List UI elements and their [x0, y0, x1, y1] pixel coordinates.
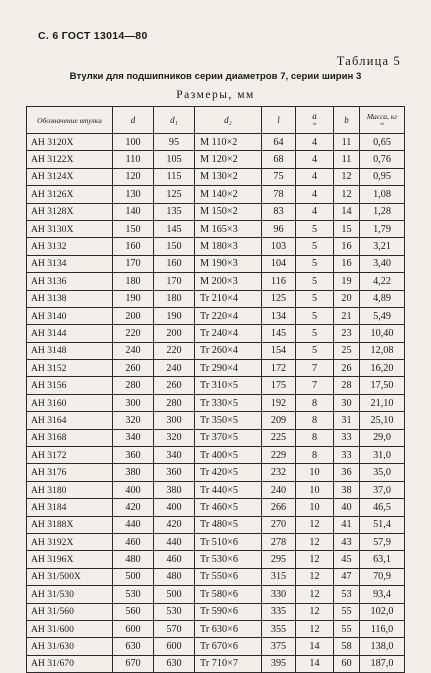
cell-b: 47 [334, 568, 360, 585]
cell-a: 8 [296, 394, 334, 411]
cell-d2: Tr 710×7 [195, 655, 262, 672]
cell-d1: 280 [154, 394, 195, 411]
cell-d2: Tr 420×5 [195, 464, 262, 481]
cell-d: 670 [113, 655, 154, 672]
cell-b: 21 [334, 307, 360, 324]
cell-mass: 102,0 [360, 603, 405, 620]
cell-mass: 10,40 [360, 325, 405, 342]
table-row [27, 394, 405, 411]
cell-d2: Tr 400×5 [195, 447, 262, 464]
cell-mass: 17,50 [360, 377, 405, 394]
cell-designation: АН 3148 [27, 342, 113, 359]
table-row [27, 481, 405, 498]
cell-mass: 1,79 [360, 220, 405, 237]
cell-designation: АН 3130Х [27, 220, 113, 237]
cell-d2: Tr 290×4 [195, 360, 262, 377]
cell-d: 190 [113, 290, 154, 307]
col-header-mass-label: Масса, кг [366, 112, 398, 121]
cell-d1: 420 [154, 516, 195, 533]
cell-mass: 57,9 [360, 533, 405, 550]
cell-l: 116 [262, 273, 296, 290]
cell-d: 360 [113, 447, 154, 464]
cell-b: 40 [334, 499, 360, 516]
cell-mass: 70,9 [360, 568, 405, 585]
cell-b: 15 [334, 220, 360, 237]
cell-d: 280 [113, 377, 154, 394]
cell-l: 134 [262, 307, 296, 324]
cell-l: 68 [262, 151, 296, 168]
cell-d1: 600 [154, 638, 195, 655]
cell-b: 11 [334, 134, 360, 151]
table-label: Таблица 5 [336, 54, 401, 68]
cell-designation: АН 31/500Х [27, 568, 113, 585]
cell-mass: 37,0 [360, 481, 405, 498]
cell-d2: Tr 330×5 [195, 394, 262, 411]
cell-l: 375 [262, 638, 296, 655]
cell-b: 58 [334, 638, 360, 655]
col-header-b: b [334, 107, 360, 134]
cell-d1: 170 [154, 273, 195, 290]
cell-d: 110 [113, 151, 154, 168]
cell-designation: АН 3160 [27, 394, 113, 411]
cell-a: 7 [296, 377, 334, 394]
cell-b: 55 [334, 603, 360, 620]
cell-d2: Tr 630×6 [195, 620, 262, 637]
cell-d1: 200 [154, 325, 195, 342]
table-row [27, 377, 405, 394]
cell-a: 8 [296, 429, 334, 446]
cell-d1: 150 [154, 238, 195, 255]
cell-l: 125 [262, 290, 296, 307]
cell-designation: АН 3152 [27, 360, 113, 377]
cell-mass: 0,76 [360, 151, 405, 168]
cell-d1: 500 [154, 586, 195, 603]
cell-b: 28 [334, 377, 360, 394]
table-row [27, 429, 405, 446]
cell-a: 14 [296, 655, 334, 672]
cell-mass: 25,10 [360, 412, 405, 429]
cell-l: 175 [262, 377, 296, 394]
cell-d1: 460 [154, 551, 195, 568]
cell-b: 55 [334, 620, 360, 637]
cell-a: 10 [296, 464, 334, 481]
cell-d1: 115 [154, 168, 195, 185]
cell-d2: Tr 550×6 [195, 568, 262, 585]
cell-b: 23 [334, 325, 360, 342]
cell-d: 420 [113, 499, 154, 516]
cell-a: 12 [296, 516, 334, 533]
cell-l: 229 [262, 447, 296, 464]
cell-b: 16 [334, 255, 360, 272]
cell-l: 75 [262, 168, 296, 185]
cell-l: 145 [262, 325, 296, 342]
cell-d1: 400 [154, 499, 195, 516]
cell-b: 26 [334, 360, 360, 377]
table-row [27, 238, 405, 255]
table-row [27, 134, 405, 151]
cell-b: 25 [334, 342, 360, 359]
cell-mass: 31,0 [360, 447, 405, 464]
cell-designation: АН 3136 [27, 273, 113, 290]
cell-b: 12 [334, 168, 360, 185]
cell-d1: 160 [154, 255, 195, 272]
cell-d1: 320 [154, 429, 195, 446]
table-row [27, 464, 405, 481]
cell-d2: Tr 440×5 [195, 481, 262, 498]
cell-designation: АН 3138 [27, 290, 113, 307]
cell-mass: 187,0 [360, 655, 405, 672]
cell-d: 320 [113, 412, 154, 429]
cell-a: 12 [296, 568, 334, 585]
cell-d2: М 140×2 [195, 186, 262, 203]
col-header-mass-approx: ≈ [380, 121, 384, 128]
table-row [27, 447, 405, 464]
cell-mass: 116,0 [360, 620, 405, 637]
cell-d: 170 [113, 255, 154, 272]
cell-designation: АН 3196Х [27, 551, 113, 568]
cell-designation: АН 3184 [27, 499, 113, 516]
cell-d1: 125 [154, 186, 195, 203]
cell-d: 100 [113, 134, 154, 151]
cell-b: 33 [334, 429, 360, 446]
table-title: Втулки для подшипников серии диаметров 7, серии ширин 3 [69, 71, 362, 82]
table-row [27, 516, 405, 533]
cell-d: 630 [113, 638, 154, 655]
cell-l: 355 [262, 620, 296, 637]
cell-d2: Tr 370×5 [195, 429, 262, 446]
cell-a: 4 [296, 186, 334, 203]
cell-d1: 95 [154, 134, 195, 151]
cell-l: 103 [262, 238, 296, 255]
cell-d1: 480 [154, 568, 195, 585]
cell-d: 260 [113, 360, 154, 377]
cell-designation: АН 3124Х [27, 168, 113, 185]
cell-d1: 220 [154, 342, 195, 359]
table-row [27, 325, 405, 342]
cell-d1: 180 [154, 290, 195, 307]
cell-l: 192 [262, 394, 296, 411]
cell-a: 12 [296, 551, 334, 568]
cell-designation: АН 3122Х [27, 151, 113, 168]
cell-d2: Tr 310×5 [195, 377, 262, 394]
cell-d2: Tr 530×6 [195, 551, 262, 568]
col-header-a-approx: ≈ [312, 121, 317, 128]
cell-designation: АН 3126Х [27, 186, 113, 203]
cell-d: 130 [113, 186, 154, 203]
cell-a: 12 [296, 586, 334, 603]
cell-b: 60 [334, 655, 360, 672]
cell-mass: 5,49 [360, 307, 405, 324]
table-row [27, 273, 405, 290]
table-row [27, 203, 405, 220]
table-row [27, 499, 405, 516]
table-row [27, 220, 405, 237]
cell-a: 4 [296, 203, 334, 220]
cell-d2: М 180×3 [195, 238, 262, 255]
cell-l: 96 [262, 220, 296, 237]
col-header-d2: d₂ [195, 107, 262, 134]
cell-d: 400 [113, 481, 154, 498]
cell-d1: 260 [154, 377, 195, 394]
cell-a: 5 [296, 238, 334, 255]
cell-mass: 0,65 [360, 134, 405, 151]
cell-a: 8 [296, 447, 334, 464]
cell-a: 12 [296, 620, 334, 637]
cell-designation: АН 3180 [27, 481, 113, 498]
col-header-l: l [262, 107, 296, 134]
cell-a: 10 [296, 481, 334, 498]
cell-d: 340 [113, 429, 154, 446]
cell-designation: АН 3156 [27, 377, 113, 394]
table-row [27, 586, 405, 603]
cell-d1: 190 [154, 307, 195, 324]
bushings-table [26, 106, 405, 673]
cell-l: 270 [262, 516, 296, 533]
cell-l: 240 [262, 481, 296, 498]
cell-d: 120 [113, 168, 154, 185]
cell-b: 14 [334, 203, 360, 220]
cell-d: 380 [113, 464, 154, 481]
cell-l: 172 [262, 360, 296, 377]
table-row [27, 603, 405, 620]
cell-designation: АН 3176 [27, 464, 113, 481]
cell-d2: М 110×2 [195, 134, 262, 151]
cell-d1: 440 [154, 533, 195, 550]
page-header: С. 6 ГОСТ 13014—80 [38, 30, 148, 42]
cell-d1: 135 [154, 203, 195, 220]
cell-a: 5 [296, 290, 334, 307]
cell-b: 36 [334, 464, 360, 481]
cell-mass: 4,22 [360, 273, 405, 290]
cell-a: 5 [296, 325, 334, 342]
cell-l: 104 [262, 255, 296, 272]
cell-designation: АН 3192Х [27, 533, 113, 550]
cell-d2: М 120×2 [195, 151, 262, 168]
cell-d: 530 [113, 586, 154, 603]
cell-l: 330 [262, 586, 296, 603]
cell-b: 19 [334, 273, 360, 290]
table-row [27, 551, 405, 568]
cell-designation: АН 31/630 [27, 638, 113, 655]
cell-d1: 360 [154, 464, 195, 481]
cell-d1: 105 [154, 151, 195, 168]
cell-d: 460 [113, 533, 154, 550]
table-row [27, 620, 405, 637]
cell-a: 4 [296, 168, 334, 185]
cell-d2: М 190×3 [195, 255, 262, 272]
cell-d: 220 [113, 325, 154, 342]
cell-designation: АН 3134 [27, 255, 113, 272]
cell-b: 11 [334, 151, 360, 168]
cell-mass: 138,0 [360, 638, 405, 655]
table-row [27, 342, 405, 359]
cell-d1: 300 [154, 412, 195, 429]
cell-d2: М 200×3 [195, 273, 262, 290]
cell-l: 295 [262, 551, 296, 568]
cell-designation: АН 3140 [27, 307, 113, 324]
cell-d: 200 [113, 307, 154, 324]
cell-d2: Tr 220×4 [195, 307, 262, 324]
cell-d: 140 [113, 203, 154, 220]
cell-d: 440 [113, 516, 154, 533]
table-row [27, 186, 405, 203]
table-row [27, 360, 405, 377]
cell-mass: 0,95 [360, 168, 405, 185]
cell-a: 12 [296, 603, 334, 620]
cell-d2: Tr 670×6 [195, 638, 262, 655]
cell-d: 160 [113, 238, 154, 255]
cell-b: 12 [334, 186, 360, 203]
cell-l: 232 [262, 464, 296, 481]
table-row [27, 568, 405, 585]
col-header-a-symbol: a [312, 111, 317, 121]
cell-b: 20 [334, 290, 360, 307]
cell-b: 43 [334, 533, 360, 550]
cell-b: 33 [334, 447, 360, 464]
cell-designation: АН 3144 [27, 325, 113, 342]
cell-d: 240 [113, 342, 154, 359]
cell-d2: Tr 460×5 [195, 499, 262, 516]
cell-a: 12 [296, 533, 334, 550]
cell-l: 154 [262, 342, 296, 359]
cell-d2: Tr 260×4 [195, 342, 262, 359]
cell-a: 4 [296, 134, 334, 151]
cell-d2: Tr 590×6 [195, 603, 262, 620]
cell-d2: Tr 510×6 [195, 533, 262, 550]
cell-mass: 63,1 [360, 551, 405, 568]
cell-l: 78 [262, 186, 296, 203]
cell-mass: 12,08 [360, 342, 405, 359]
cell-mass: 93,4 [360, 586, 405, 603]
cell-d2: Tr 240×4 [195, 325, 262, 342]
cell-designation: АН 3164 [27, 412, 113, 429]
cell-a: 5 [296, 255, 334, 272]
col-header-a [296, 107, 334, 134]
table-row [27, 151, 405, 168]
cell-l: 64 [262, 134, 296, 151]
cell-mass: 4,89 [360, 290, 405, 307]
cell-d1: 240 [154, 360, 195, 377]
table-row [27, 255, 405, 272]
cell-mass: 21,10 [360, 394, 405, 411]
table-row [27, 168, 405, 185]
cell-designation: АН 3188Х [27, 516, 113, 533]
cell-mass: 1,28 [360, 203, 405, 220]
cell-designation: АН 31/600 [27, 620, 113, 637]
cell-d2: Tr 580×6 [195, 586, 262, 603]
cell-a: 5 [296, 220, 334, 237]
cell-d: 480 [113, 551, 154, 568]
cell-l: 315 [262, 568, 296, 585]
cell-mass: 1,08 [360, 186, 405, 203]
cell-a: 4 [296, 151, 334, 168]
cell-designation: АН 3120Х [27, 134, 113, 151]
table-row [27, 290, 405, 307]
table-header-row [27, 107, 405, 134]
cell-d1: 145 [154, 220, 195, 237]
cell-designation: АН 31/560 [27, 603, 113, 620]
cell-mass: 3,21 [360, 238, 405, 255]
cell-mass: 29,0 [360, 429, 405, 446]
table-body [27, 134, 405, 673]
cell-a: 7 [296, 360, 334, 377]
cell-d1: 630 [154, 655, 195, 672]
cell-b: 41 [334, 516, 360, 533]
table-row [27, 412, 405, 429]
cell-a: 5 [296, 342, 334, 359]
dimensions-note: Размеры, мм [176, 89, 255, 101]
cell-d: 560 [113, 603, 154, 620]
cell-d2: М 165×3 [195, 220, 262, 237]
cell-designation: АН 3128Х [27, 203, 113, 220]
cell-b: 45 [334, 551, 360, 568]
cell-d: 150 [113, 220, 154, 237]
cell-l: 395 [262, 655, 296, 672]
table-row [27, 638, 405, 655]
col-header-d: d [113, 107, 154, 134]
cell-l: 225 [262, 429, 296, 446]
cell-mass: 46,5 [360, 499, 405, 516]
cell-a: 14 [296, 638, 334, 655]
cell-d: 600 [113, 620, 154, 637]
cell-b: 53 [334, 586, 360, 603]
cell-mass: 3,40 [360, 255, 405, 272]
cell-l: 209 [262, 412, 296, 429]
cell-d2: Tr 480×5 [195, 516, 262, 533]
col-header-d1: d₁ [154, 107, 195, 134]
col-header-designation: Обозначение втулки [27, 107, 113, 134]
cell-mass: 35,0 [360, 464, 405, 481]
col-header-mass [360, 107, 405, 134]
cell-d2: Tr 210×4 [195, 290, 262, 307]
cell-d: 500 [113, 568, 154, 585]
table-row [27, 307, 405, 324]
cell-a: 8 [296, 412, 334, 429]
cell-a: 10 [296, 499, 334, 516]
cell-d2: М 150×2 [195, 203, 262, 220]
cell-d: 300 [113, 394, 154, 411]
cell-d1: 380 [154, 481, 195, 498]
cell-b: 16 [334, 238, 360, 255]
cell-d1: 530 [154, 603, 195, 620]
cell-l: 266 [262, 499, 296, 516]
cell-d2: Tr 350×5 [195, 412, 262, 429]
cell-designation: АН 3132 [27, 238, 113, 255]
cell-l: 335 [262, 603, 296, 620]
table-row [27, 533, 405, 550]
cell-d2: М 130×2 [195, 168, 262, 185]
cell-d1: 340 [154, 447, 195, 464]
cell-b: 30 [334, 394, 360, 411]
cell-b: 38 [334, 481, 360, 498]
cell-designation: АН 3172 [27, 447, 113, 464]
cell-b: 31 [334, 412, 360, 429]
cell-mass: 51,4 [360, 516, 405, 533]
cell-d: 180 [113, 273, 154, 290]
cell-mass: 16,20 [360, 360, 405, 377]
cell-a: 5 [296, 273, 334, 290]
cell-designation: АН 31/530 [27, 586, 113, 603]
table-row [27, 655, 405, 672]
cell-l: 83 [262, 203, 296, 220]
cell-a: 5 [296, 307, 334, 324]
cell-l: 278 [262, 533, 296, 550]
cell-d1: 570 [154, 620, 195, 637]
cell-designation: АН 3168 [27, 429, 113, 446]
cell-designation: АН 31/670 [27, 655, 113, 672]
